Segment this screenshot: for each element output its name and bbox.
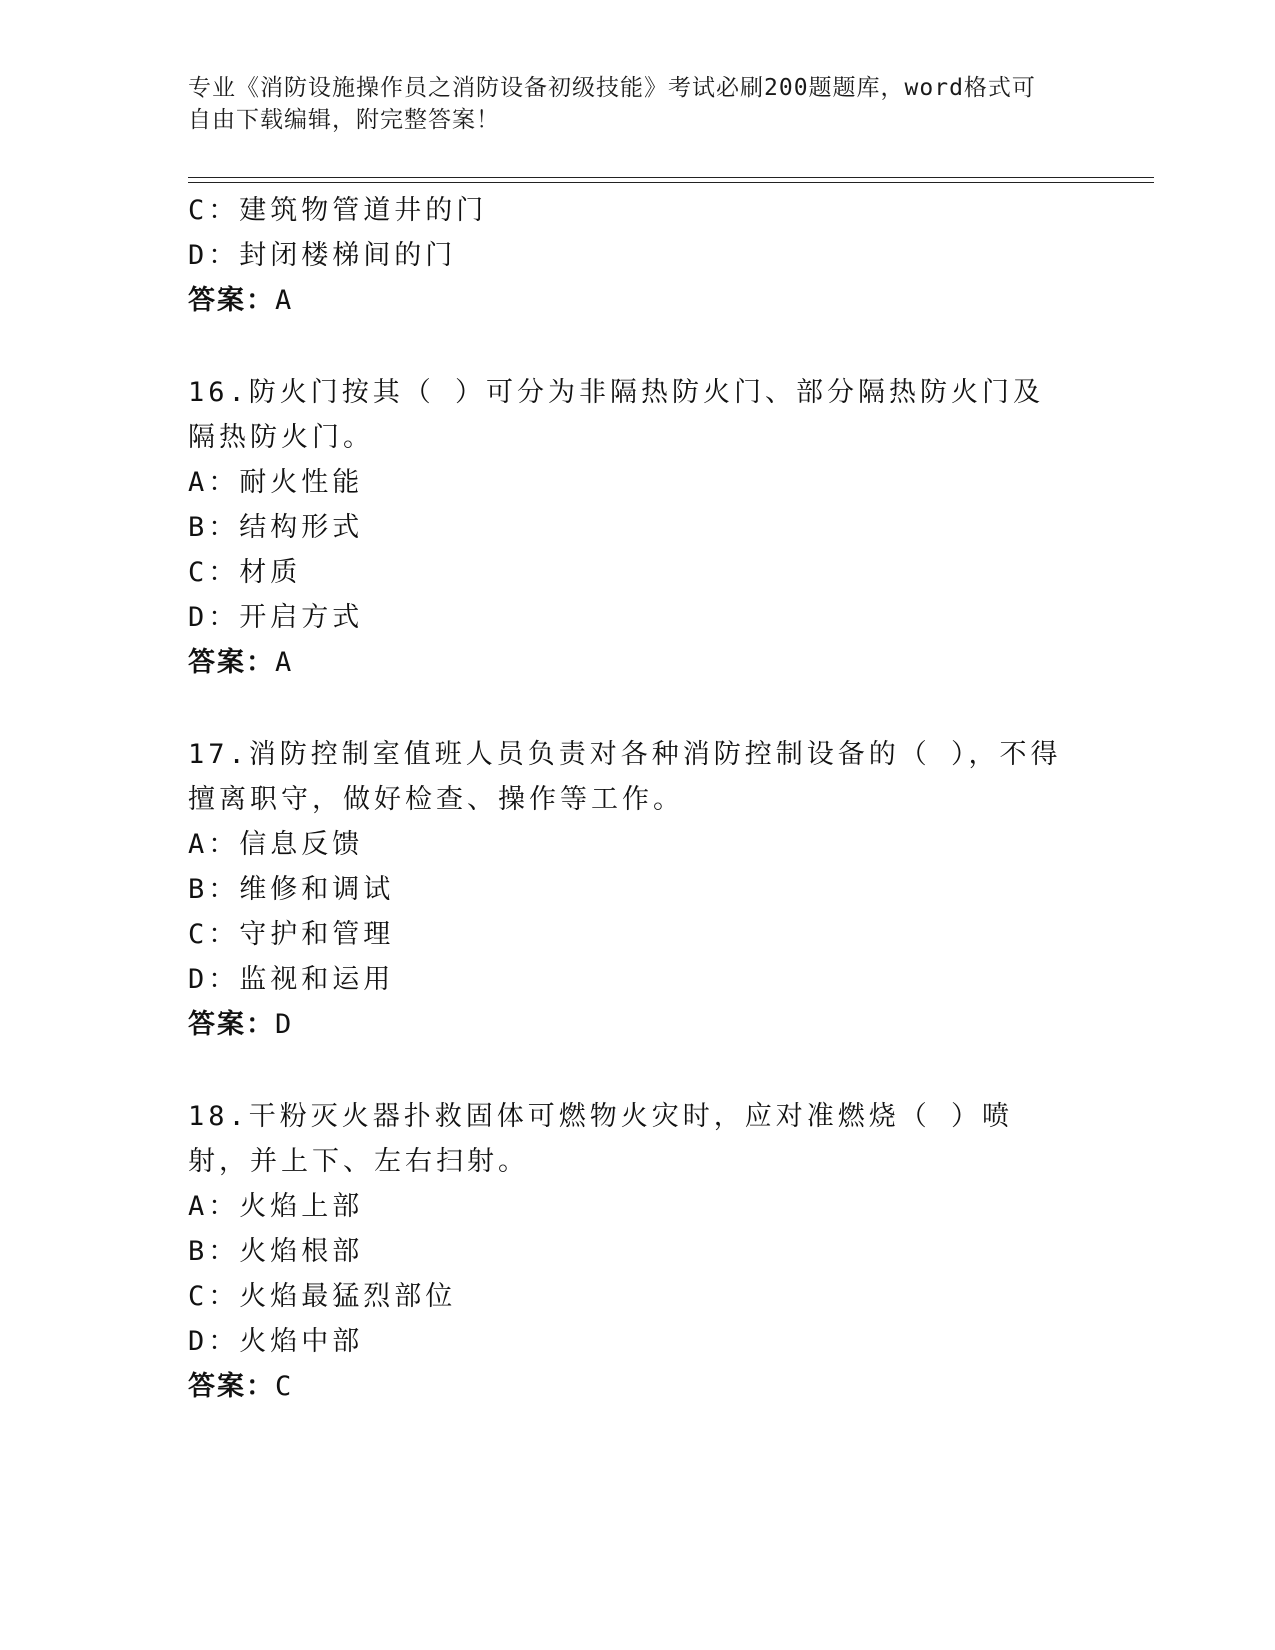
page-header bbox=[188, 72, 1068, 136]
answer-line bbox=[188, 640, 1068, 685]
answer-line bbox=[188, 278, 1068, 323]
partial-question bbox=[188, 188, 1068, 323]
option-d: D：火焰中部 bbox=[188, 1326, 364, 1357]
answer-value: C bbox=[275, 1371, 294, 1402]
option-d: D：监视和运用 bbox=[188, 964, 395, 995]
answer-label: 答案： bbox=[188, 1009, 275, 1040]
option-a: A：火焰上部 bbox=[188, 1191, 364, 1222]
header-divider-top bbox=[188, 177, 1154, 178]
answer-label: 答案： bbox=[188, 647, 275, 678]
option-b: B：结构形式 bbox=[188, 512, 364, 543]
question-text: 18.干粉灭火器扑救固体可燃物火灾时，应对准燃烧（ ）喷射，并上下、左右扫射。 bbox=[188, 1101, 1014, 1177]
option-d: D：开启方式 bbox=[188, 602, 364, 633]
option-c: C：火焰最猛烈部位 bbox=[188, 1281, 457, 1312]
option-b: B：火焰根部 bbox=[188, 1236, 364, 1267]
answer-line bbox=[188, 1002, 1068, 1047]
option-c: C：材质 bbox=[188, 557, 302, 588]
option-a: A：耐火性能 bbox=[188, 467, 364, 498]
answer-value: A bbox=[275, 647, 294, 678]
header-line-2: 自由下载编辑，附完整答案！ bbox=[188, 107, 500, 133]
header-line-1: 专业《消防设施操作员之消防设备初级技能》考试必刷200题题库，word格式可 bbox=[188, 75, 1036, 101]
answer-line bbox=[188, 1364, 1068, 1409]
question-text: 16.防火门按其（ ）可分为非隔热防火门、部分隔热防火门及隔热防火门。 bbox=[188, 377, 1045, 453]
header-divider-bottom bbox=[188, 182, 1154, 183]
answer-value: D bbox=[275, 1009, 294, 1040]
option-a: A：信息反馈 bbox=[188, 829, 364, 860]
spacer bbox=[188, 1047, 1068, 1094]
document-body bbox=[188, 188, 1068, 1409]
option-d: D：封闭楼梯间的门 bbox=[188, 240, 457, 271]
answer-label: 答案： bbox=[188, 285, 275, 316]
answer-value: A bbox=[275, 285, 294, 316]
answer-label: 答案： bbox=[188, 1371, 275, 1402]
question-17 bbox=[188, 732, 1068, 1047]
spacer bbox=[188, 323, 1068, 370]
option-c: C：守护和管理 bbox=[188, 919, 395, 950]
option-c: C：建筑物管道井的门 bbox=[188, 195, 488, 226]
question-18 bbox=[188, 1094, 1068, 1409]
question-16 bbox=[188, 370, 1068, 685]
spacer bbox=[188, 685, 1068, 732]
question-text: 17.消防控制室值班人员负责对各种消防控制设备的（ ），不得擅离职守，做好检查、操作等工作。 bbox=[188, 739, 1062, 815]
option-b: B：维修和调试 bbox=[188, 874, 395, 905]
